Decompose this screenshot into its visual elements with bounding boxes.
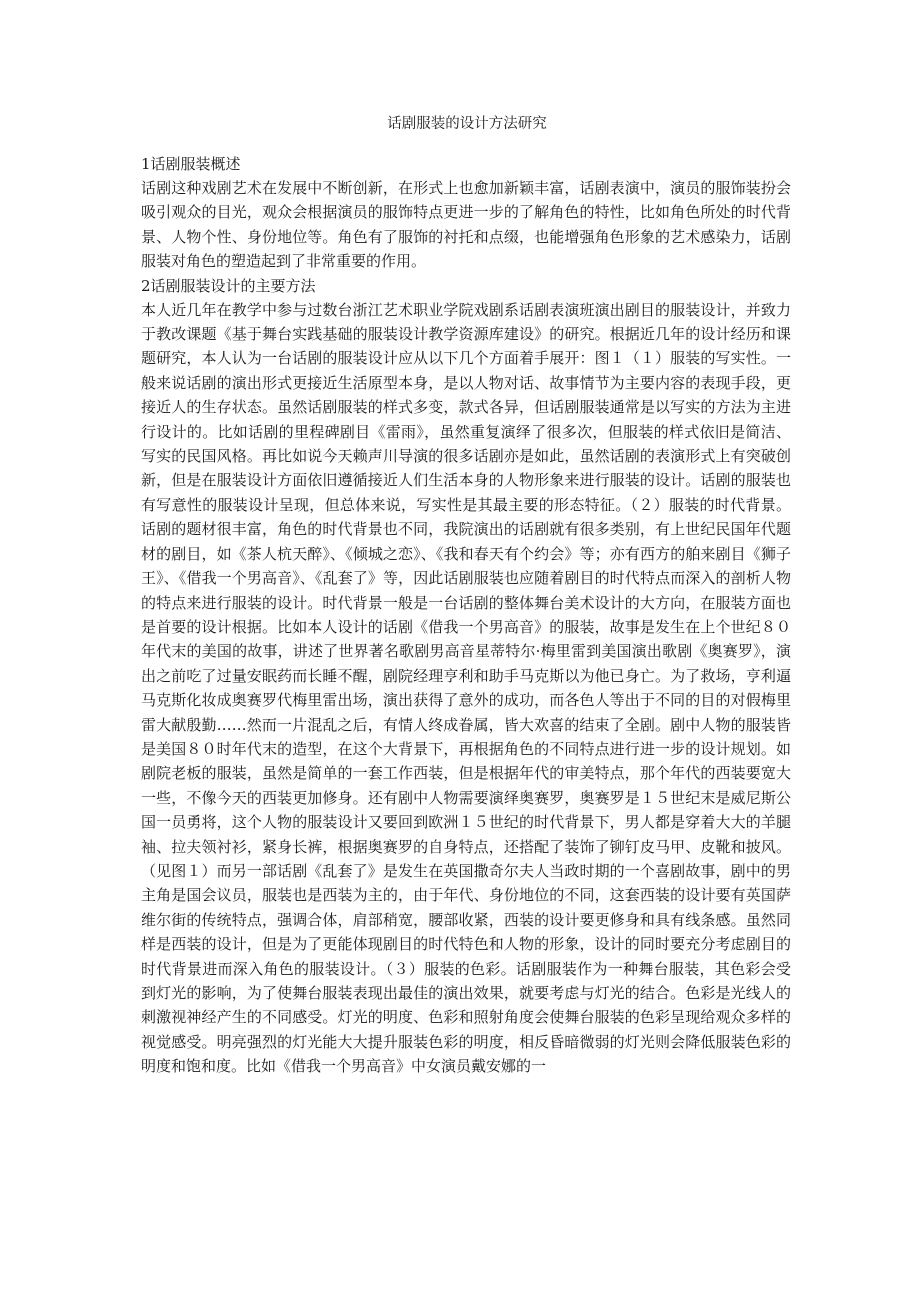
section-body-overview: 话剧这种戏剧艺术在发展中不断创新，在形式上也愈加新颖丰富，话剧表演中，演员的服饰装扮会吸引观众的目光，观众会根据演员的服饰特点更进一步的了解角色的特性，比如角色所处的时代背景、人物个性、身份地位等。角色有了服饰的衬托和点缀，也能增强角色形象的艺术感染力，话剧服装对角色的塑造起到了非常重要的作用。 [141,179,791,271]
section-heading-overview: 1话剧服装概述 [141,155,241,173]
document-page [141,112,791,1079]
section-body-methods: 本人近几年在教学中参与过数台浙江艺术职业学院戏剧系话剧表演班演出剧目的服装设计，并致力于教改课题《基于舞台实践基础的服装设计教学资源库建设》的研究。根据近几年的设计经历和课题研究，本人认为一台话剧的服装设计应从以下几个方面着手展开：图１（１）服装的写实性。一般来说话剧的演出形式更接近生活原型本身，是以人物对话、故事情节为主要内容的表现手段，更接近人的生存状态。虽然话剧服装的样式多变，款式各异，但话剧服装通常是以写实的方法为主进行设计的。比如话剧的里程碑剧目《雷雨》，虽然重复演绎了很多次，但服装的样式依旧是简洁、写实的民国风格。再比如说今天赖声川导演的很多话剧亦是如此，虽然话剧的表演形式上有突破创新，但是在服装设计方面依旧遵循接近人们生活本身的人物形象来进行服装的设计。话剧的服装也有写意性的服装设计呈现，但总体来说，写实性是其最主要的形态特征。（２）服装的时代背景。话剧的题材很丰富，角色的时代背景也不同，我院演出的话剧就有很多类别，有上世纪民国年代题材的剧目，如《茶人杭天醉》、《倾城之恋》、《我和春天有个约会》等；亦有西方的舶来剧目《狮子王》、《借我一个男高音》、《乱套了》等，因此话剧服装也应随着剧目的时代特点而深入的剖析人物的特点来进行服装的设计。时代背景一般是一台话剧的整体舞台美术设计的大方向，在服装方面也是首要的设计根据。比如本人设计的话剧《借我一个男高音》的服装，故事是发生在上个世纪８０年代末的美国的故事，讲述了世界著名歌剧男高音星蒂特尔·梅里雷到美国演出歌剧《奥赛罗》，演出之前吃了过量安眠药而长睡不醒，剧院经理亨利和助手马克斯以为他已身亡。为了救场，亨利逼马克斯化妆成奥赛罗代梅里雷出场，演出获得了意外的成功，而各色人等出于不同的目的对假梅里雷大献殷勤……然而一片混乱之后，有情人终成眷属，皆大欢喜的结束了全剧。剧中人物的服装皆是美国８０时年代末的造型，在这个大背景下，再根据角色的不同特点进行进一步的设计规划。如剧院老板的服装，虽然是简单的一套工作西装，但是根据年代的审美特点，那个年代的西装要宽大一些，不像今天的西装更加修身。还有剧中人物需要演绎奥赛罗，奥赛罗是１５世纪末是威尼斯公国一员勇将，这个人物的服装设计又要回到欧洲１５世纪的时代背景下，男人都是穿着大大的羊腿袖、拉夫领衬衫，紧身长裤，根据奥赛罗的自身特点，还搭配了装饰了铆钉皮马甲、皮靴和披风。（见图１）而另一部话剧《乱套了》是发生在英国撒奇尔夫人当政时期的一个喜剧故事，剧中的男主角是国会议员，服装也是西装为主的，由于年代、身份地位的不同，这套西装的设计要有英国萨维尔街的传统特点，强调合体，肩部稍宽，腰部收紧，西装的设计要更修身和具有线条感。虽然同样是西装的设计，但是为了更能体现剧目的时代特色和人物的形象，设计的同时要充分考虑剧目的时代背景进而深入角色的服装设计。（３）服装的色彩。话剧服装作为一种舞台服装，其色彩会受到灯光的影响，为了使舞台服装表现出最佳的演出效果，就要考虑与灯光的结合。色彩是光线人的刺激视神经产生的不同感受。灯光的明度、色彩和照射角度会使舞台服装的色彩呈现给观众多样的视觉感受。明亮强烈的灯光能大大提升服装色彩的明度，相反昏暗微弱的灯光则会降低服装色彩的明度和饱和度。比如《借我一个男高音》中女演员戴安娜的一 [141,300,791,1076]
document-title: 话剧服装的设计方法研究 [387,116,547,132]
section-heading-methods: 2话剧服装设计的主要方法 [141,276,316,295]
